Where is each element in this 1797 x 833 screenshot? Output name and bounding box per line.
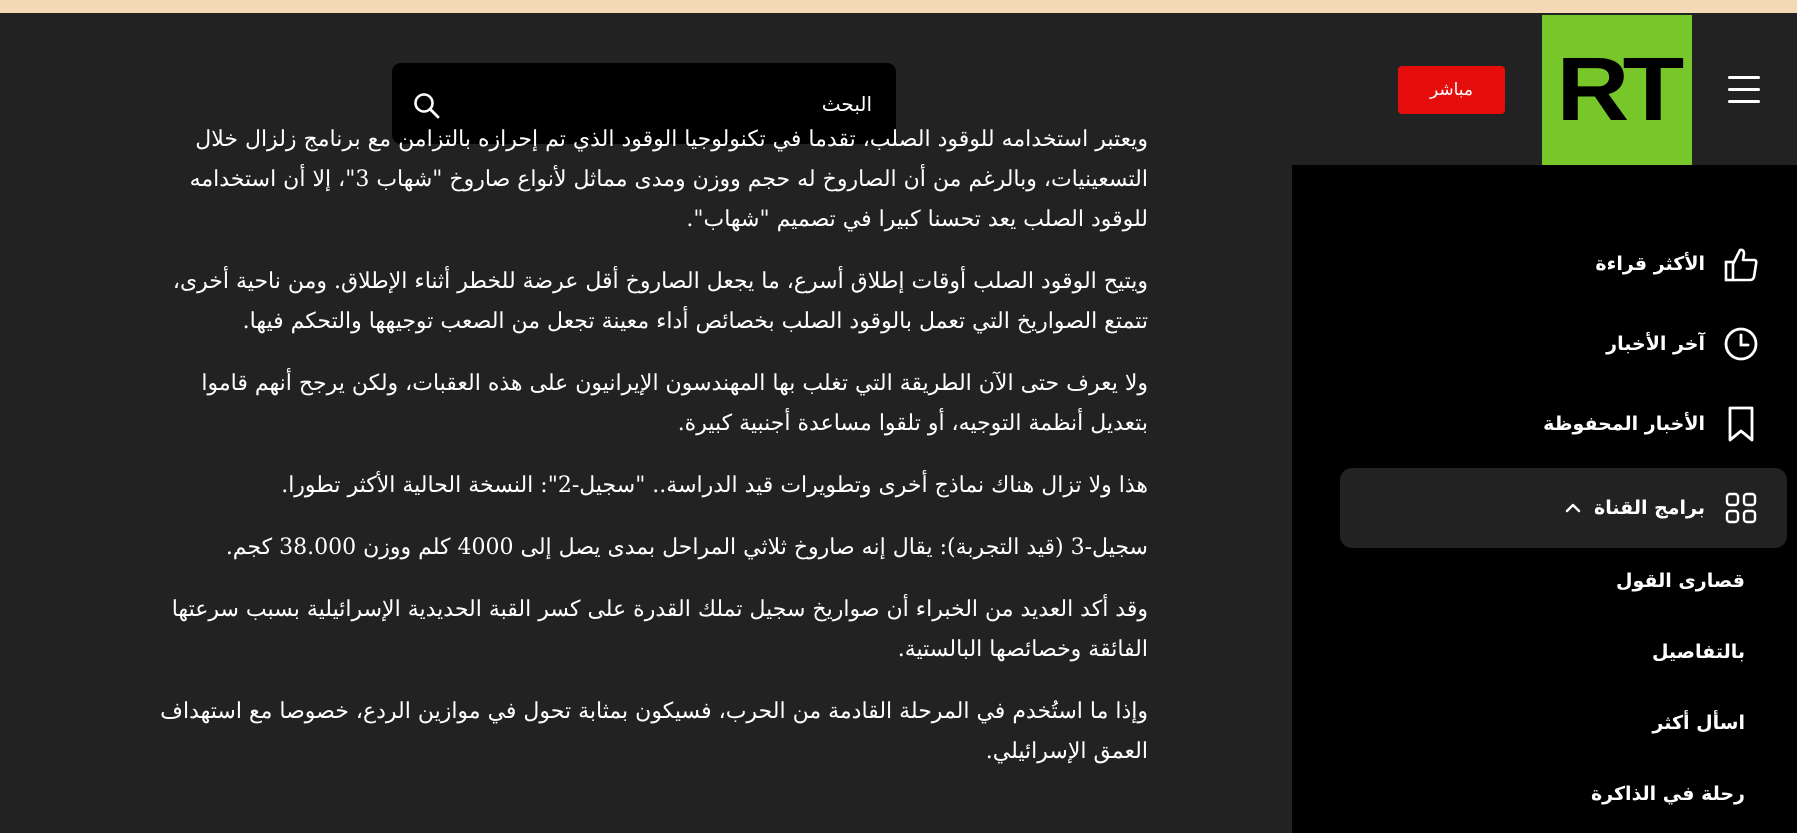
thumbs-up-icon [1721,244,1761,284]
sidebar-item-channel-programs[interactable] [1340,468,1787,548]
clock-icon [1721,324,1761,364]
sidebar-item-label: الأكثر قراءة [1595,253,1705,275]
top-strip [0,0,1797,13]
logo-text: RT [1556,40,1678,140]
article-paragraph: ويعتبر استخدامه للوقود الصلب، تقدما في تكنولوجيا الوقود الذي تم إحرازه بالتزامن مع برنامج زلزال خلال التسعينيات، وبالرغم من أن الصاروخ له حجم ووزن ومدى مماثل لأنواع صاروخ "شهاب 3"، إلا أن استخدامه للوقود الصلب يعد تحسنا كبيرا في تصميم "شهاب". [189,127,1148,232]
rt-logo[interactable] [1542,15,1692,165]
sidebar-subitem[interactable]: بالتفاصيل [1651,641,1745,663]
sidebar-subitem[interactable]: رحلة في الذاكرة [1590,783,1745,805]
article-paragraph: وإذا ما استُخدم في المرحلة القادمة من الحرب، فسيكون بمثابة تحول في موازين الردع، خصوصا مع استهداف العمق الإسرائيلي. [160,699,1148,764]
sidebar-subitem[interactable]: قصارى القول [1616,570,1745,592]
grid-icon [1721,488,1761,528]
live-button[interactable]: مباشر [1398,66,1505,114]
bookmark-icon [1721,404,1761,444]
article-paragraph: هذا ولا تزال هناك نماذج أخرى وتطويرات قيد الدراسة.. "سجيل-2": النسخة الحالية الأكثر تطورا. [281,473,1148,498]
sidebar-item-label: الأخبار المحفوظة [1543,413,1705,435]
article-paragraph: ولا يعرف حتى الآن الطريقة التي تغلب بها المهندسون الإيرانيون على هذه العقبات، ولكن يرجح أنهم قاموا بتعديل أنظمة التوجيه، أو تلقوا مساعدة أجنبية كبيرة. [201,371,1148,436]
sidebar-item-saved-news[interactable] [1340,384,1787,464]
article-paragraph: سجيل-3 (قيد التجربة): يقال إنه صاروخ ثلاثي المراحل بمدى يصل إلى 4000 كلم ووزن 38.000 كجم. [225,535,1148,560]
article-body [140,127,1148,833]
article-paragraph: وقد أكد العديد من الخبراء أن صواريخ سجيل تملك القدرة على كسر القبة الحديدية الإسرائيلية بسبب سرعتها الفائقة وخصائصها البالستية. [171,597,1148,662]
sidebar-item-most-read[interactable] [1340,224,1787,304]
hamburger-menu-icon[interactable] [1720,70,1768,110]
article-paragraph: ويتيح الوقود الصلب أوقات إطلاق أسرع، ما يجعل الصاروخ أقل عرضة للخطر أثناء الإطلاق. ومن ناحية أخرى، تتمتع الصواريخ التي تعمل بالوقود الصلب بخصائص أداء معينة تجعل من الصعب توجيهها والتحكم فيها. [172,269,1148,334]
search-icon[interactable] [412,91,442,121]
chevron-up-icon[interactable] [1564,499,1582,517]
sidebar-item-latest-news[interactable] [1340,304,1787,384]
sidebar [1292,165,1797,833]
sidebar-subitem[interactable]: اسأل أكثر [1652,712,1745,734]
sidebar-item-label: آخر الأخبار [1606,333,1705,355]
sidebar-item-label: برامج القناة [1594,497,1705,519]
